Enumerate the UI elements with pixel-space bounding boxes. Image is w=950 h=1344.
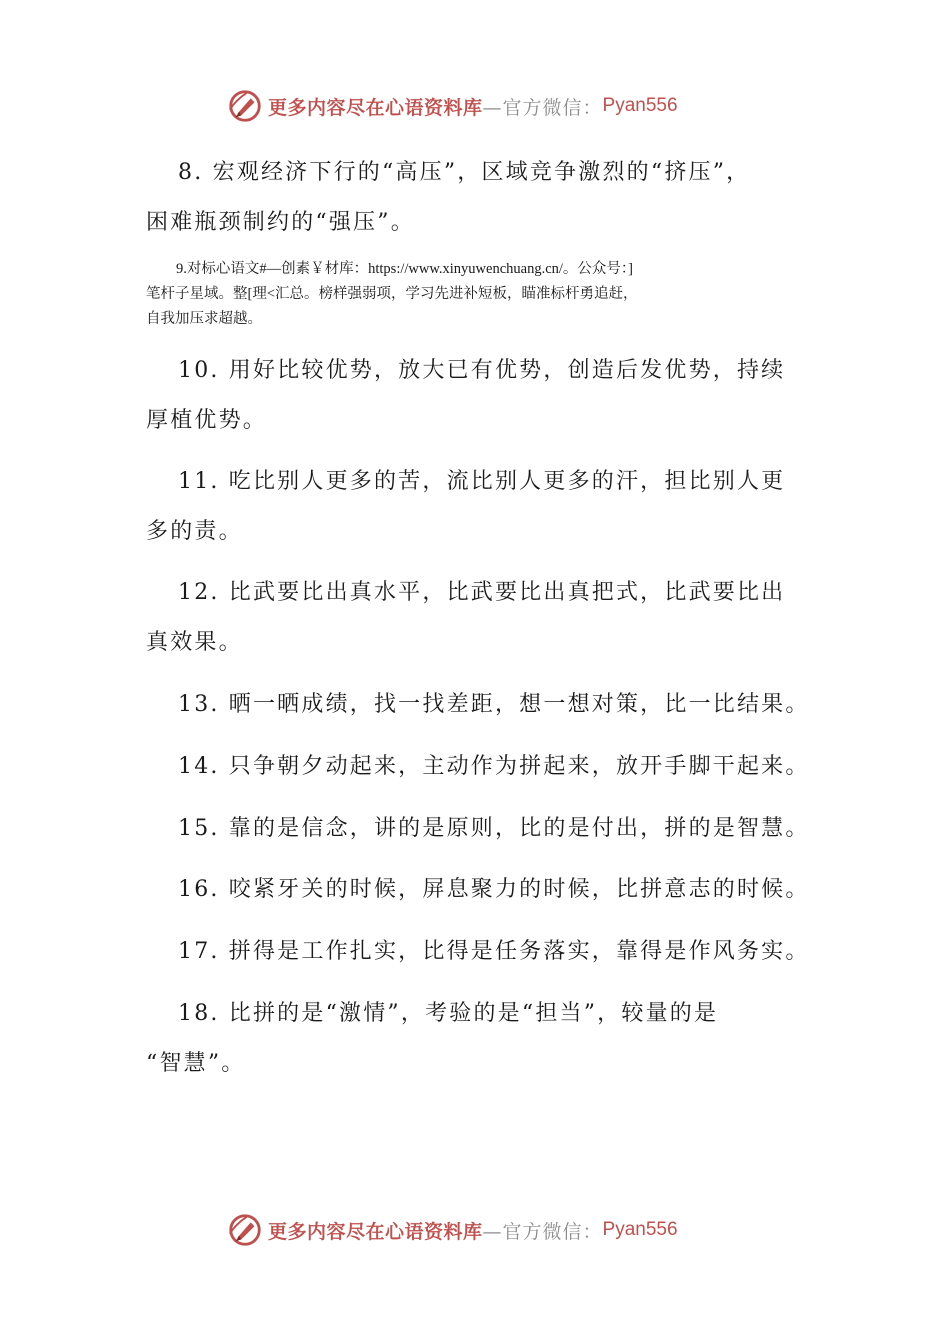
item-text: 16. 咬紧牙关的时候，屏息聚力的时候，比拼意志的时候。	[178, 877, 810, 902]
header-banner	[226, 84, 678, 128]
item-text: 15. 靠的是信念，讲的是原则，比的是付出，拼的是智慧。	[178, 816, 810, 841]
banner-wechat-label: —官方微信：	[482, 1220, 603, 1243]
banner-title: 更多内容尽在心语资料库	[268, 1220, 483, 1243]
list-item-9	[146, 257, 826, 332]
list-item-13	[146, 680, 826, 730]
item-text: 8. 宏观经济下行的“高压”，区域竞争激烈的“挤压”，	[178, 160, 751, 185]
item-text: 9.对标心语文#—创素￥材库：https://www.xinyuwenchuang.cn/。公众号：]	[176, 261, 633, 277]
item-text: 困难瓶颈制约的“强压”。	[146, 210, 415, 235]
item-text: 多的责。	[146, 519, 243, 544]
item-text: 10. 用好比较优势，放大已有优势，创造后发优势，持续	[178, 358, 786, 383]
item-text: “智慧”。	[146, 1051, 246, 1076]
pen-nib-logo-icon	[226, 1211, 264, 1249]
item-text: 13. 晒一晒成绩，找一找差距，想一想对策，比一比结果。	[178, 692, 810, 717]
list-item-18	[146, 989, 826, 1089]
item-text: 17. 拼得是工作扎实，比得是任务落实，靠得是作风务实。	[178, 939, 810, 964]
item-text: 11. 吃比别人更多的苦，流比别人更多的汗，担比别人更	[178, 469, 786, 494]
list-item-17	[146, 927, 826, 977]
item-text: 自我加压求超越。	[146, 311, 262, 327]
banner-wechat-id: Pyan556	[602, 1219, 678, 1240]
item-text: 真效果。	[146, 630, 243, 655]
pen-nib-logo-icon	[226, 87, 264, 125]
item-text: 12. 比武要比出真水平，比武要比出真把式，比武要比出	[178, 580, 786, 605]
banner-title: 更多内容尽在心语资料库	[268, 96, 483, 119]
list-item-8	[146, 148, 826, 248]
footer-banner	[226, 1208, 678, 1252]
banner-wechat-id: Pyan556	[602, 95, 678, 116]
list-item-16	[146, 865, 826, 915]
item-text: 笔杆子星域。整[理<汇总。榜样强弱项，学习先进补短板，瞄准标杆勇追赶，	[146, 286, 638, 302]
item-text: 18. 比拼的是“激情”，考验的是“担当”，较量的是	[178, 1001, 719, 1026]
list-item-14	[146, 742, 826, 792]
list-item-11	[146, 457, 826, 557]
list-item-12	[146, 568, 826, 668]
list-item-10	[146, 346, 826, 446]
item-text: 14. 只争朝夕动起来，主动作为拼起来，放开手脚干起来。	[178, 754, 810, 779]
banner-wechat-label: —官方微信：	[482, 96, 603, 119]
list-item-15	[146, 804, 826, 854]
item-text: 厚植优势。	[146, 408, 268, 433]
